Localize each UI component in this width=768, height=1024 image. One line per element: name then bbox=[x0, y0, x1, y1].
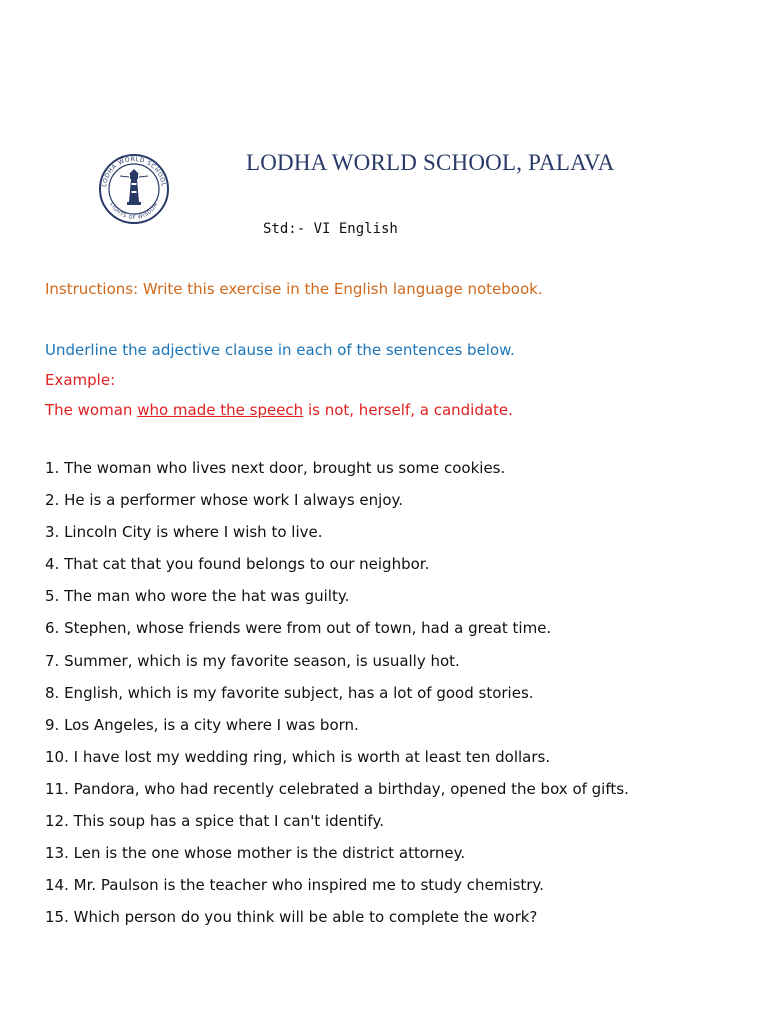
example-underlined-clause: who made the speech bbox=[137, 401, 304, 419]
sentence-item: 12. This soup has a spice that I can't identify. bbox=[45, 812, 384, 831]
task-text: Underline the adjective clause in each of the sentences below. bbox=[45, 341, 515, 359]
school-title: LODHA WORLD SCHOOL, PALAVA bbox=[246, 150, 615, 175]
sentence-item: 15. Which person do you think will be able to complete the work? bbox=[45, 908, 538, 927]
example-before: The woman bbox=[45, 401, 138, 419]
logo-ring-text-top: LODHA WORLD SCHOOL bbox=[101, 155, 167, 188]
sentence-item: 5. The man who wore the hat was guilty. bbox=[45, 587, 350, 606]
sentence-item: 3. Lincoln City is where I wish to live. bbox=[45, 523, 323, 542]
sentence-item: 1. The woman who lives next door, brought us some cookies. bbox=[45, 459, 506, 477]
sentence-item: 9. Los Angeles, is a city where I was born. bbox=[45, 715, 359, 734]
logo-ring-text-bottom: LIGHTS OF WISDOM bbox=[108, 201, 160, 222]
sentence-item: 13. Len is the one whose mother is the district attorney. bbox=[45, 844, 466, 863]
sentence-item: 11. Pandora, who had recently celebrated a birthday, opened the box of gifts. bbox=[45, 779, 629, 798]
sentence-item: 6. Stephen, whose friends were from out of town, had a great time. bbox=[45, 619, 552, 638]
standard-subject-line: Std:- VI English bbox=[263, 221, 398, 237]
sentence-item: 4. That cat that you found belongs to our neighbor. bbox=[45, 555, 430, 574]
sentence-list bbox=[45, 458, 629, 939]
sentence-item: 10. I have lost my wedding ring, which is worth at least ten dollars. bbox=[45, 747, 551, 766]
example-after: is not, herself, a candidate. bbox=[303, 401, 513, 419]
sentence-item: 2. He is a performer whose work I always enjoy. bbox=[45, 491, 404, 510]
sentence-item: 14. Mr. Paulson is the teacher who inspired me to study chemistry. bbox=[45, 876, 544, 895]
sentence-item: 8. English, which is my favorite subject, has a lot of good stories. bbox=[45, 683, 534, 702]
sentence-item: 7. Summer, which is my favorite season, is usually hot. bbox=[45, 651, 460, 670]
lighthouse-icon bbox=[120, 169, 148, 205]
school-logo bbox=[98, 153, 170, 225]
example-label: Example: bbox=[45, 371, 116, 389]
instructions-text: Instructions: Write this exercise in the English language notebook. bbox=[45, 280, 543, 298]
example-sentence bbox=[45, 400, 513, 420]
